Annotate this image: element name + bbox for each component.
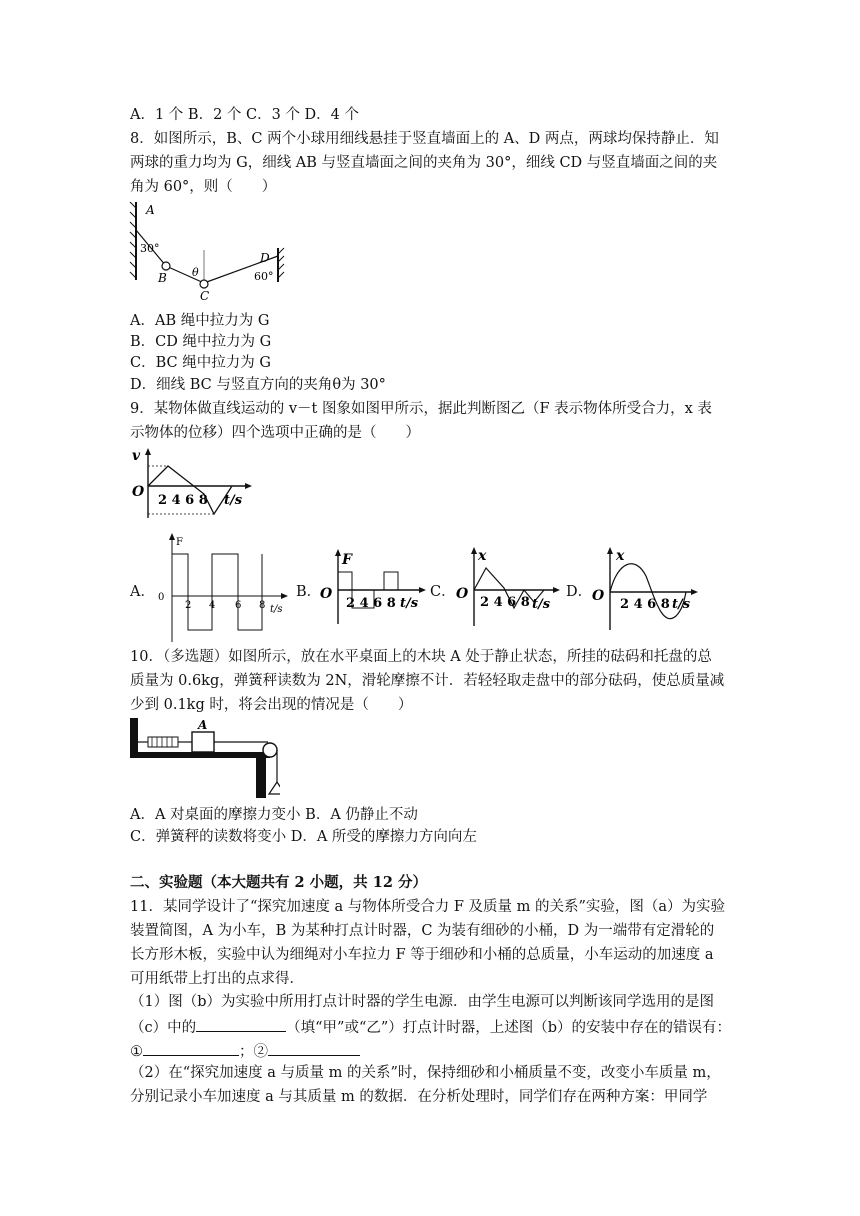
q11-part1-text-a: （c）中的 <box>130 1020 197 1036</box>
q10-stem-line-1: 10．（多选题）如图所示，放在水平桌面上的木块 A 处于静止状态，所挂的砝码和托盘的总 <box>130 649 712 665</box>
label-angle-d: 60° <box>254 270 274 283</box>
c-ticks-label: 2 4 6 8 <box>480 595 530 610</box>
q10-stem-line-2: 质量为 0.6kg，弹簧秤读数为 2N，滑轮摩擦不计．若轻轻取走盘中的部分砝码，使总质量减 <box>130 673 725 689</box>
ticks-label: 2 4 6 8 <box>158 493 208 508</box>
o-label: O <box>132 484 145 500</box>
q9-option-d-label: D． <box>566 584 593 600</box>
zero-label: 0 <box>158 592 165 603</box>
q8-option-c: C．BC 绳中拉力为 G <box>130 355 271 371</box>
q11-stem-line-1: 11．某同学设计了“探究加速度 a 与物体所受合力 F 及质量 m 的关系”实验，图（a）为实验 <box>130 899 726 915</box>
d-x-label: x <box>616 548 625 564</box>
block-a <box>192 732 214 752</box>
ball-c <box>200 280 208 288</box>
f-label: F <box>176 537 183 548</box>
d-t-label: t/s <box>672 597 691 612</box>
q9-option-a-graph <box>150 532 290 644</box>
table-leg <box>256 758 266 798</box>
a-tick-2: 2 <box>185 600 192 611</box>
pulley <box>263 743 277 757</box>
c-t-label: t/s <box>532 597 551 612</box>
q11-part1-text-b: （填“甲”或“乙”）打点计时器，上述图（b）的安装中存在的错误有： <box>286 1020 732 1036</box>
q9-stem-line-1: 9．某物体做直线运动的 v－t 图象如图甲所示，据此判断图乙（F 表示物体所受合力，x 表 <box>130 401 712 417</box>
circled-2: ；② <box>239 1044 268 1060</box>
f-square-wave <box>172 554 262 630</box>
q9-option-b-label: B． <box>296 584 322 600</box>
label-a: A <box>146 203 155 217</box>
q8-option-a: A．AB 绳中拉力为 G <box>130 313 270 329</box>
q9-option-c-graph <box>452 546 562 628</box>
q10-options-line-1: A．A 对桌面的摩擦力变小 B．A 仍静止不动 <box>130 807 418 823</box>
q9-option-a-label: A． <box>130 584 155 600</box>
a-tick-8: 8 <box>259 600 266 611</box>
q10-options-line-2: C．弹簧秤的读数将变小 D．A 所受的摩擦力方向向左 <box>130 829 477 845</box>
spring-scale <box>148 737 178 747</box>
q11-stem-line-2: 装置简图，A 为小车，B 为某种打点计时器，C 为装有细砂的小桶，D 为一端带有定滑轮的 <box>130 923 715 939</box>
q8-option-d: D．细线 BC 与竖直方向的夹角θ为 30° <box>130 377 386 393</box>
answer-blank-2[interactable] <box>143 1039 239 1056</box>
section-2-heading: 二、实验题（本大题共有 2 小题，共 12 分） <box>130 874 427 891</box>
q9-option-c-label: C． <box>430 584 456 600</box>
block-a-label: A <box>198 718 208 732</box>
b-ticks-label: 2 4 6 8 <box>346 596 396 611</box>
a-tick-6: 6 <box>235 600 242 611</box>
q10-stem-line-3: 少到 0.1kg 时，将会出现的情况是（ ） <box>130 697 413 713</box>
q8-stem-line-3: 角为 60°，则（ ） <box>130 179 277 195</box>
q9-vt-graph <box>128 448 258 524</box>
q11-part2-line-1: （2）在“探究加速度 a 与质量 m 的关系”时，保持细砂和小桶质量不变，改变小车质量 m， <box>130 1065 721 1081</box>
q8-stem-line-2: 两球的重力均为 G，细线 AB 与竖直墙面之间的夹角为 30°，细线 CD 与竖直墙面之间的夹 <box>130 155 718 171</box>
q8-stem-line-1: 8．如图所示，B、C 两个小球用细线悬挂于竖直墙面上的 A、D 两点，两球均保持静止．知 <box>130 131 719 147</box>
label-d: D <box>260 251 270 265</box>
c-x-label: x <box>478 548 487 564</box>
v-label: v <box>132 448 141 464</box>
d-ticks-label: 2 4 6 8 <box>620 597 670 612</box>
c-o-label: O <box>456 586 469 602</box>
b-t-label: t/s <box>400 596 419 611</box>
b-o-label: O <box>320 586 333 602</box>
q11-part1-line-3 <box>130 1039 360 1063</box>
table-top <box>130 752 270 758</box>
ball-b <box>162 262 170 270</box>
t-label: t/s <box>224 493 243 508</box>
q11-part1-line-2 <box>130 1015 731 1039</box>
a-tick-4: 4 <box>209 600 216 611</box>
q8-option-b: B．CD 绳中拉力为 G <box>130 334 272 350</box>
a-t-label: t/s <box>270 604 283 615</box>
answer-blank-1[interactable] <box>196 1015 286 1032</box>
q8-figure <box>128 200 288 305</box>
q11-stem-line-4: 可用纸带上打出的点求得． <box>130 971 304 987</box>
weight-tray <box>269 782 280 794</box>
q9-option-d-graph <box>590 546 702 632</box>
d-o-label: O <box>592 588 605 604</box>
q11-part2-line-2: 分别记录小车加速度 a 与其质量 m 的数据．在分析处理时，同学们存在两种方案：甲同学 <box>130 1089 708 1105</box>
answer-blank-3[interactable] <box>268 1039 360 1056</box>
q9-option-b-graph <box>316 548 428 626</box>
right-wall <box>278 248 284 282</box>
q11-part1-line-1: （1）图（b）为实验中所用打点计时器的学生电源．由学生电源可以判断该同学选用的是图 <box>130 994 715 1010</box>
q7-options: A．1 个 B．2 个 C．3 个 D．4 个 <box>130 107 360 123</box>
label-angle-a: 30° <box>140 242 160 255</box>
circled-1: ① <box>130 1044 143 1060</box>
q10-figure <box>130 716 280 798</box>
q11-stem-line-3: 长方形木板，实验中认为细绳对小车拉力 F 等于细砂和小桶的总质量，小车运动的加速度 a <box>130 947 714 963</box>
label-b: B <box>158 271 167 285</box>
left-wall <box>130 202 136 280</box>
label-c: C <box>200 289 210 303</box>
b-f-label: F <box>342 552 352 568</box>
q9-stem-line-2: 示物体的位移）四个选项中正确的是（ ） <box>130 425 420 441</box>
label-theta: θ <box>192 266 199 279</box>
